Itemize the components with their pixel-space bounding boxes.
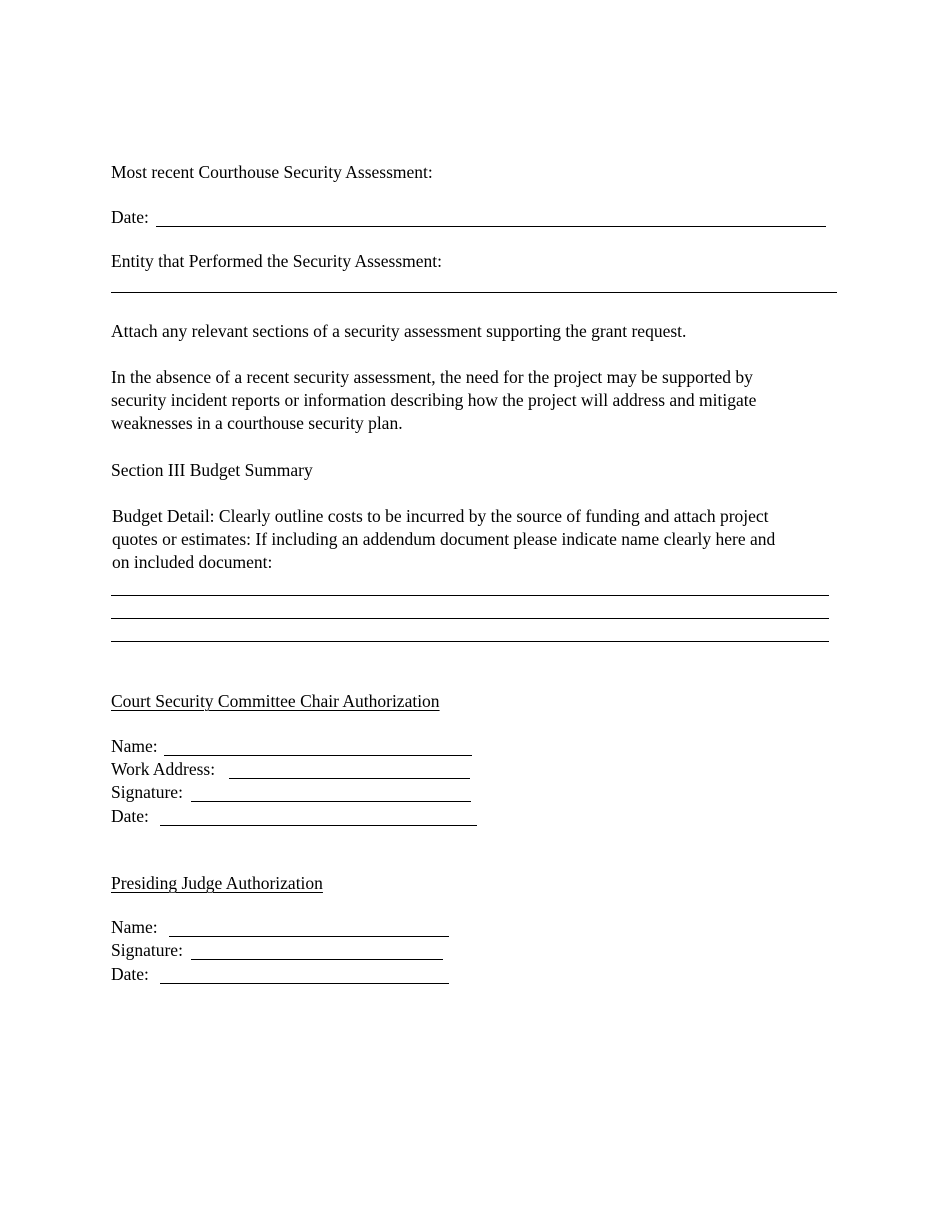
- committee-signature-field[interactable]: [191, 801, 471, 802]
- budget-detail-line: on included document:: [112, 552, 273, 572]
- judge-title: Presiding Judge Authorization: [111, 873, 323, 893]
- committee-name-label: Name:: [111, 736, 158, 756]
- assessment-date-field[interactable]: [156, 226, 826, 227]
- committee-address-field[interactable]: [229, 778, 470, 779]
- budget-detail-line: Budget Detail: Clearly outline costs to be incurred by the source of funding and attach project: [112, 506, 769, 526]
- budget-line-3[interactable]: [111, 641, 829, 642]
- budget-line-1[interactable]: [111, 595, 829, 596]
- budget-detail: [112, 505, 775, 574]
- assessment-entity-field[interactable]: [111, 292, 837, 293]
- assessment-date-label: Date:: [111, 207, 149, 227]
- judge-date-label: Date:: [111, 964, 149, 984]
- budget-line-2[interactable]: [111, 618, 829, 619]
- committee-date-label: Date:: [111, 806, 149, 826]
- budget-detail-line: quotes or estimates: If including an addendum document please indicate name clearly here and: [112, 529, 776, 549]
- attach-note: Attach any relevant sections of a security assessment supporting the grant request.: [111, 321, 687, 341]
- committee-name-field[interactable]: [164, 755, 472, 756]
- judge-signature-field[interactable]: [191, 959, 443, 960]
- judge-name-label: Name:: [111, 917, 158, 937]
- judge-signature-label: Signature:: [111, 940, 183, 960]
- committee-signature-label: Signature:: [111, 782, 183, 802]
- budget-section-title: Section III Budget Summary: [111, 460, 313, 480]
- committee-title: Court Security Committee Chair Authorization: [111, 691, 440, 711]
- absence-note-line: security incident reports or information describing how the project will address and mitigate: [111, 390, 757, 410]
- absence-note-line: In the absence of a recent security assessment, the need for the project may be supported by: [111, 367, 753, 387]
- assessment-heading: Most recent Courthouse Security Assessment:: [111, 162, 433, 182]
- assessment-entity-label: Entity that Performed the Security Assessment:: [111, 251, 442, 271]
- committee-date-field[interactable]: [160, 825, 477, 826]
- absence-note-line: weaknesses in a courthouse security plan.: [111, 413, 403, 433]
- judge-name-field[interactable]: [169, 936, 449, 937]
- committee-address-label: Work Address:: [111, 759, 216, 779]
- judge-date-field[interactable]: [160, 983, 449, 984]
- absence-note: [111, 366, 756, 435]
